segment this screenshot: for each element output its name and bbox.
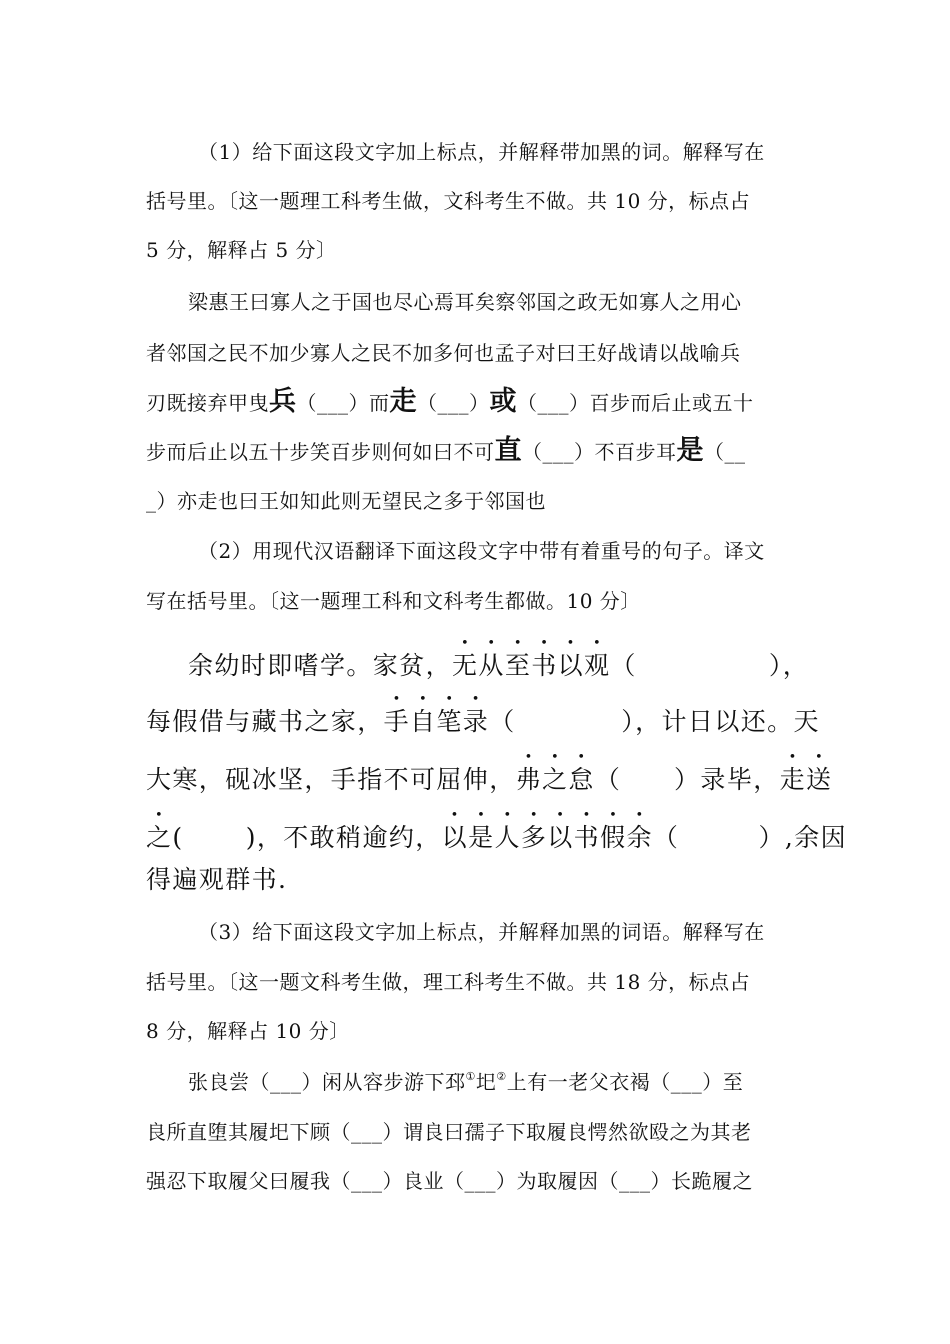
bold-word-zou: 走	[389, 386, 417, 417]
bold-word-shi: 是	[676, 435, 704, 466]
q2-passage-line-4	[146, 808, 847, 854]
q1-instruction-line-3: 5 分，解释占 5 分〕	[146, 238, 337, 262]
answer-blank: ( )，不敢稍逾约，	[172, 823, 442, 852]
bold-word-huo: 或	[489, 386, 517, 417]
q2-instruction-line-2: 写在括号里。〔这一题理工科和文科考生都做。10 分〕	[146, 589, 641, 613]
q1-passage-line-4: 步而后止以五十步笑百步则何如曰不可直（___）不百步耳是（__	[146, 435, 746, 466]
q3-instruction-line-3: 8 分，解释占 10 分〕	[146, 1019, 350, 1043]
q2-instruction-line-1: （2）用现代汉语翻译下面这段文字中带有着重号的句子。译文	[198, 539, 765, 563]
q1-passage-line-2: 者邻国之民不加少寡人之民不加多何也孟子对曰王好战请以战喻兵	[146, 341, 741, 365]
q3-passage-line-3: 强忍下取履父曰履我（___）良业（___）为取履因（___）长跪履之	[146, 1169, 753, 1193]
q2-passage-line-1: 余幼时即嗜学。家贫，无从至书以观（ ），	[188, 651, 810, 680]
answer-blank: （ ）录毕，	[594, 765, 780, 794]
footnote-marker: ①	[465, 1070, 476, 1083]
q1-passage-line-5: _）亦走也曰王如知此则无望民之多于邻国也	[146, 489, 546, 513]
answer-blank: （___）	[522, 440, 595, 464]
q1-instruction-line-2: 括号里。〔这一题理工科考生做，文科考生不做。共 10 分，标点占	[146, 189, 751, 213]
q2-passage-line-2: 每假借与藏书之家，手自笔录（ ），计日以还。天	[146, 707, 820, 736]
answer-blank: （___）	[296, 391, 369, 415]
bold-word-bing: 兵	[269, 386, 297, 417]
q3-passage-line-2: 良所直堕其履圯下顾（___）谓良曰孺子下取履良愕然欲殴之为其老	[146, 1120, 752, 1144]
q3-passage-line-1: 张良尝（___）闲从容步游下邳①圯②上有一老父衣褐（___）至	[188, 1070, 744, 1094]
answer-blank: （___）	[517, 391, 590, 415]
answer-blank: （___）	[417, 391, 490, 415]
emphasized-sentence: 以是人多以书假余	[441, 823, 653, 852]
answer-blank: （ ）,余因	[652, 823, 848, 852]
q1-passage-line-3: 刃既接弃甲曳兵（___）而走（___）或（___）百步而后止或五十	[146, 386, 754, 417]
q1-passage-line-1: 梁惠王曰寡人之于国也尽心焉耳矣察邻国之政无如寡人之用心	[188, 290, 742, 314]
q2-passage-line-5: 得遍观群书.	[146, 865, 288, 894]
emphasized-sentence: 走送	[779, 765, 833, 794]
answer-blank: （__	[704, 440, 746, 464]
q3-instruction-line-2: 括号里。〔这一题文科考生做，理工科考生不做。共 18 分，标点占	[146, 970, 751, 994]
bold-word-zhi: 直	[494, 435, 522, 466]
answer-blank: （ ），计日以还。天	[489, 707, 820, 736]
answer-blank: （ ），	[610, 651, 810, 680]
q3-instruction-line-1: （3）给下面这段文字加上标点，并解释加黑的词语。解释写在	[198, 920, 765, 944]
emphasized-sentence: 之	[146, 823, 173, 852]
q1-instruction-line-1: （1）给下面这段文字加上标点，并解释带加黑的词。解释写在	[198, 140, 765, 164]
emphasized-sentence: 弗之怠	[515, 765, 595, 794]
emphasized-sentence: 无从至书以观	[452, 651, 611, 680]
emphasized-sentence: 手自笔录	[383, 707, 490, 736]
footnote-marker: ②	[496, 1070, 507, 1083]
q2-passage-line-3: 大寒，砚冰坚，手指不可屈伸，弗之怠（ ）录毕，走送	[146, 765, 833, 794]
